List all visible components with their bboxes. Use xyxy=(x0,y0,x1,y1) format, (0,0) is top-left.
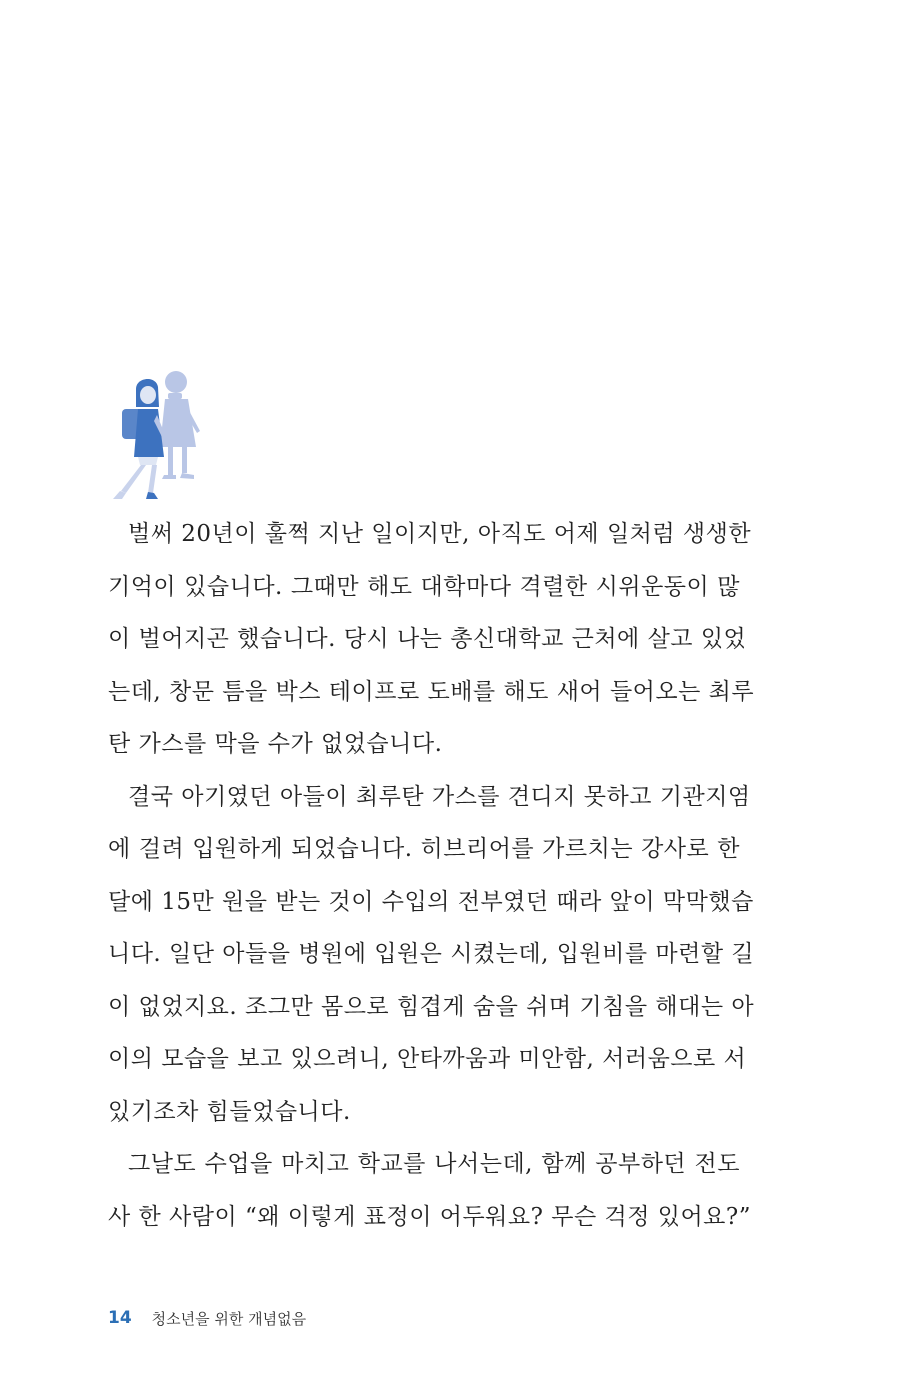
running-title: 청소년을 위한 개념없음 xyxy=(151,1309,307,1328)
text-line: 에 걸려 입원하게 되었습니다. 히브리어를 가르치는 강사로 한 xyxy=(108,836,740,862)
paragraph-1 xyxy=(108,508,755,771)
text-line: 결국 아기였던 아들이 최루탄 가스를 견디지 못하고 기관지염 xyxy=(128,783,751,810)
text-line: 이의 모습을 보고 있으려니, 안타까움과 미안함, 서러움으로 서 xyxy=(108,1046,747,1072)
text-line: 사 한 사람이 “왜 이렇게 표정이 어두워요? 무슨 걱정 있어요?” xyxy=(108,1203,751,1230)
text-line: 니다. 일단 아들을 병원에 입원은 시켰는데, 입원비를 마련할 길 xyxy=(108,941,755,967)
page-footer xyxy=(108,1304,306,1332)
text-line: 이 없었지요. 조그만 몸으로 힘겹게 숨을 쉬며 기침을 해대는 아 xyxy=(108,993,755,1020)
body-text xyxy=(108,508,755,1243)
paragraph-2 xyxy=(108,771,755,1139)
text-line: 이 벌어지곤 했습니다. 당시 나는 총신대학교 근처에 살고 있었 xyxy=(108,626,747,652)
paragraph-3 xyxy=(108,1138,751,1243)
front-child xyxy=(113,379,166,499)
text-line: 는데, 창문 틈을 박스 테이프로 도배를 해도 새어 들어오는 최루 xyxy=(108,678,755,705)
text-line: 있기조차 힘들었습니다. xyxy=(108,1098,351,1125)
text-line: 그날도 수업을 마치고 학교를 나서는데, 함께 공부하던 전도 xyxy=(128,1151,740,1177)
children-walking-illustration xyxy=(108,365,208,505)
text-line: 달에 15만 원을 받는 것이 수입의 전부였던 때라 앞이 막막했습 xyxy=(108,888,754,915)
text-line: 탄 가스를 막을 수가 없었습니다. xyxy=(108,731,443,757)
text-line: 기억이 있습니다. 그때만 해도 대학마다 격렬한 시위운동이 많 xyxy=(108,573,740,600)
two-children-icon xyxy=(108,365,208,505)
back-child xyxy=(160,371,200,479)
text-line: 벌써 20년이 훌쩍 지난 일이지만, 아직도 어제 일처럼 생생한 xyxy=(128,521,752,547)
page-number: 14 xyxy=(108,1308,132,1328)
